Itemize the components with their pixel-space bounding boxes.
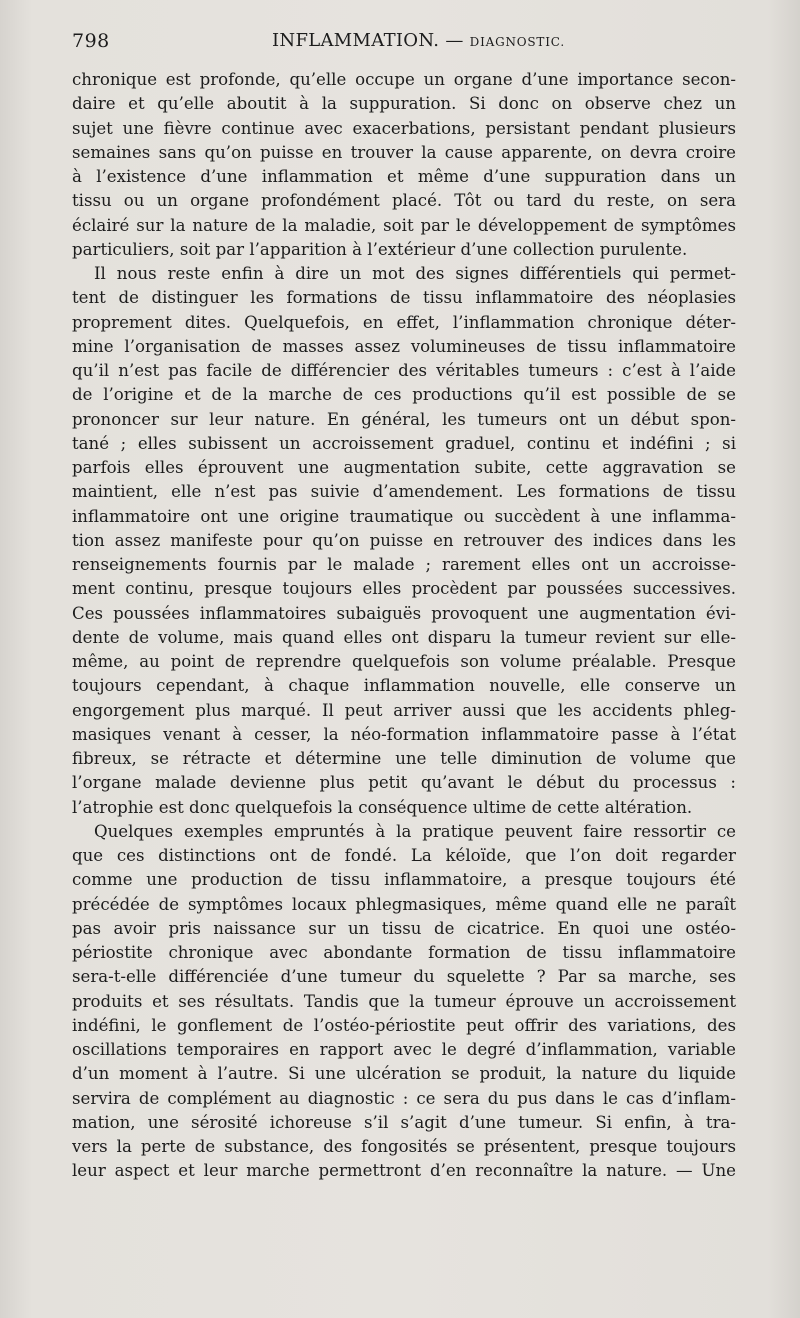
text-line: inflammatoire ont une origine traumatique ou succèdent à une inflamma-	[72, 506, 736, 526]
running-title-main: INFLAMMATION.	[272, 30, 440, 51]
text-line: vers la perte de substance, des fongosités se présentent, presque toujours	[72, 1137, 736, 1156]
text-line: pas avoir pris naissance sur un tissu de cicatrice. En quoi une ostéo-	[72, 918, 736, 938]
text-line: prononcer sur leur nature. En général, les tumeurs ont un début spon-	[72, 409, 736, 429]
text-line: comme une production de tissu inflammatoire, a presque toujours été	[72, 870, 736, 890]
text-line: même, au point de reprendre quelquefois son volume préalable. Presque	[72, 652, 736, 671]
text-line: que ces distinctions ont de fondé. La kéloïde, que l’on doit regarder	[72, 846, 736, 865]
text-line: de l’origine et de la marche de ces productions qu’il est possible de se	[72, 385, 736, 405]
running-title	[272, 30, 565, 51]
page-header	[72, 30, 736, 60]
running-title-separator: —	[445, 30, 464, 51]
text-line: proprement dites. Quelquefois, en effet, l’inflammation chronique déter-	[72, 312, 736, 332]
text-line: tissu ou un organe profondément placé. Tôt ou tard du reste, on sera	[72, 191, 736, 211]
text-line: fibreux, se rétracte et détermine une telle diminution de volume que	[72, 749, 736, 768]
text-line: l’organe malade devienne plus petit qu’avant le début du processus :	[72, 773, 736, 793]
text-line: renseignements fournis par le malade ; rarement elles ont un accroisse-	[72, 555, 736, 574]
text-line: oscillations temporaires en rapport avec le degré d’inflammation, variable	[72, 1040, 736, 1059]
text-line: tent de distinguer les formations de tissu inflammatoire des néoplasies	[72, 288, 736, 308]
text-line: chronique est profonde, qu’elle occupe un organe d’une importance secon-	[72, 70, 736, 89]
text-line: mine l’organisation de masses assez volumineuses de tissu inflammatoire	[72, 336, 736, 356]
page-number: 798	[72, 30, 110, 52]
text-line: sujet une fièvre continue avec exacerbations, persistant pendant plusieurs	[72, 118, 736, 138]
text-line: indéfini, le gonflement de l’ostéo-périostite peut offrir des variations, des	[72, 1015, 736, 1035]
text-line: l’atrophie est donc quelquefois la conséquence ultime de cette altération.	[72, 797, 693, 817]
text-line: précédée de symptômes locaux phlegmasiques, même quand elle ne paraît	[72, 894, 736, 914]
text-line: servira de complément au diagnostic : ce sera du pus dans le cas d’inflam-	[72, 1088, 736, 1108]
text-line: maintient, elle n’est pas suivie d’amendement. Les formations de tissu	[72, 482, 736, 502]
text-line: Ces poussées inflammatoires subaiguës provoquent une augmentation évi-	[72, 603, 736, 623]
body-text	[72, 68, 736, 1184]
text-line: semaines sans qu’on puisse en trouver la cause apparente, on devra croire	[72, 142, 736, 162]
text-line: leur aspect et leur marche permettront d’en reconnaître la nature. — Une	[72, 1161, 736, 1181]
text-line: particuliers, soit par l’apparition à l’extérieur d’une collection purulente.	[72, 239, 688, 259]
text-line: daire et qu’elle aboutit à la suppuration. Si donc on observe chez un	[72, 94, 736, 114]
text-line: masiques venant à cesser, la néo-formation inflammatoire passe à l’état	[72, 724, 736, 744]
text-line: engorgement plus marqué. Il peut arriver aussi que les accidents phleg-	[72, 700, 736, 720]
text-line: à l’existence d’une inflammation et même d’une suppuration dans un	[72, 167, 736, 186]
text-line: dente de volume, mais quand elles ont disparu la tumeur revient sur elle-	[72, 627, 736, 647]
text-line: Quelques exemples empruntés à la pratique peuvent faire ressortir ce	[94, 821, 736, 841]
text-line: sera-t-elle différenciée d’une tumeur du squelette ? Par sa marche, ses	[72, 967, 736, 987]
text-line: produits et ses résultats. Tandis que la tumeur éprouve un accroissement	[72, 991, 736, 1011]
text-line: mation, une sérosité ichoreuse s’il s’agit d’une tumeur. Si enfin, à tra-	[72, 1112, 736, 1132]
text-line: toujours cependant, à chaque inflammation nouvelle, elle conserve un	[72, 676, 736, 696]
text-line: qu’il n’est pas facile de différencier des véritables tumeurs : c’est à l’aide	[72, 361, 736, 380]
text-line: éclairé sur la nature de la maladie, soit par le développement de symptômes	[72, 215, 736, 235]
text-line: d’un moment à l’autre. Si une ulcération se produit, la nature du liquide	[72, 1064, 736, 1084]
text-line: Il nous reste enfin à dire un mot des signes différentiels qui permet-	[94, 264, 736, 283]
text-line: parfois elles éprouvent une augmentation subite, cette aggravation se	[72, 458, 736, 477]
text-line: ment continu, presque toujours elles procèdent par poussées successives.	[72, 579, 736, 599]
running-title-subtitle: DIAGNOSTIC.	[469, 35, 565, 49]
text-line: tion assez manifeste pour qu’on puisse en retrouver des indices dans les	[72, 530, 736, 550]
text-line: périostite chronique avec abondante formation de tissu inflammatoire	[72, 943, 736, 962]
text-line: tané ; elles subissent un accroissement graduel, continu et indéfini ; si	[72, 433, 736, 453]
